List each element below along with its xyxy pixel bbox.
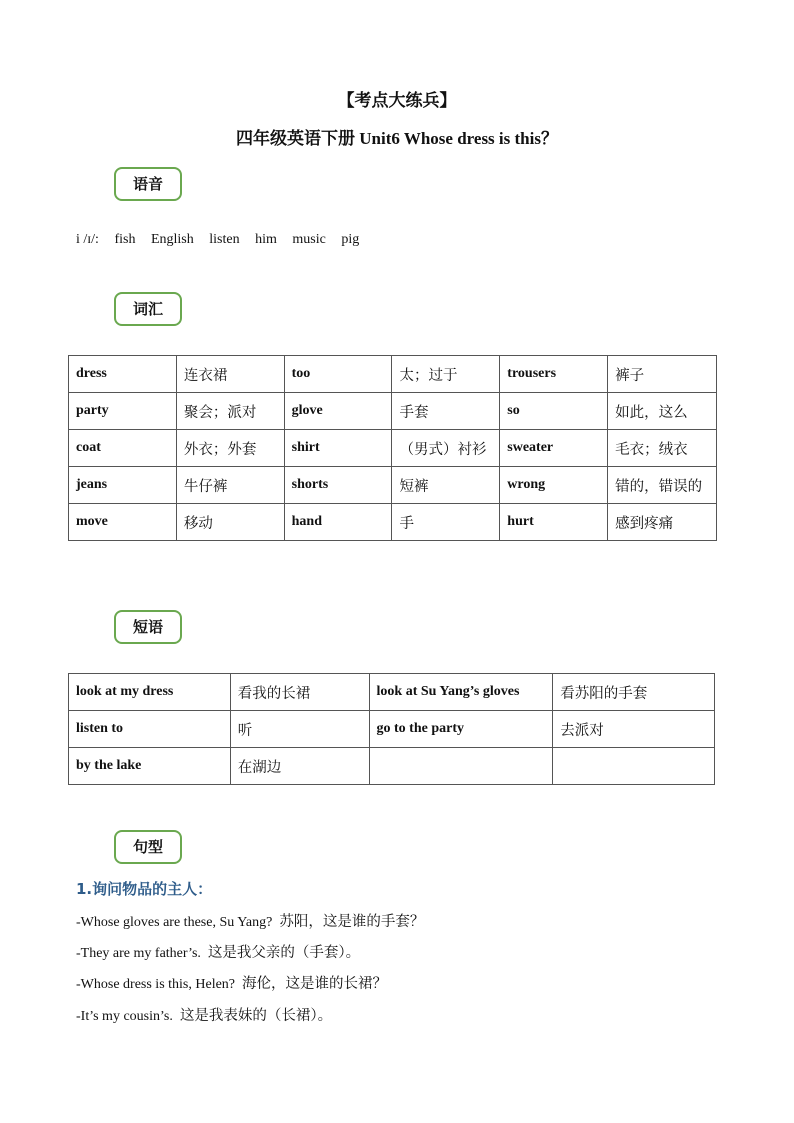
phonics-word: pig (341, 232, 360, 247)
vocab-word: shorts (284, 467, 392, 504)
phrase-zh: 听 (230, 711, 369, 748)
phrase-zh (553, 748, 715, 785)
vocab-word: hand (284, 504, 392, 541)
sentence-line (76, 1004, 332, 1025)
sentence-zh: 苏阳，这是谁的手套？ (279, 914, 425, 930)
section-badge-sentences: 句型 (114, 830, 182, 864)
sentence-line (76, 910, 424, 931)
vocab-word: trousers (500, 356, 608, 393)
page-title: 【考点大练兵】 (337, 91, 457, 110)
table-row (69, 430, 717, 467)
phrases-table (68, 673, 715, 785)
vocab-word: so (500, 393, 608, 430)
sentence-en: -They are my father’s. (76, 946, 201, 961)
vocab-meaning: 错的，错误的 (608, 467, 717, 504)
vocab-meaning: 太；过于 (392, 356, 500, 393)
table-row (69, 748, 715, 785)
vocab-word: wrong (500, 467, 608, 504)
phrase-en: look at my dress (69, 674, 231, 711)
phrase-zh: 看苏阳的手套 (553, 674, 715, 711)
phoneme-label: i /ɪ/: (76, 232, 99, 247)
vocab-meaning: 裤子 (608, 356, 717, 393)
vocab-meaning: （男式）衬衫 (392, 430, 500, 467)
phrase-en: look at Su Yang’s gloves (369, 674, 553, 711)
vocab-meaning: 牛仔裤 (176, 467, 284, 504)
phrase-en (369, 748, 553, 785)
phrase-en: listen to (69, 711, 231, 748)
phonics-word: music (292, 232, 326, 247)
vocab-meaning: 如此，这么 (608, 393, 717, 430)
vocab-meaning: 连衣裙 (176, 356, 284, 393)
phrase-en: go to the party (369, 711, 553, 748)
vocab-meaning: 手套 (392, 393, 500, 430)
table-row (69, 711, 715, 748)
vocab-word: coat (69, 430, 177, 467)
vocab-word: sweater (500, 430, 608, 467)
vocab-meaning: 毛衣；绒衣 (608, 430, 717, 467)
table-row (69, 467, 717, 504)
vocab-word: party (69, 393, 177, 430)
phrase-en: by the lake (69, 748, 231, 785)
section-badge-vocabulary: 词汇 (114, 292, 182, 326)
table-row (69, 674, 715, 711)
sentence-en: -It’s my cousin’s. (76, 1009, 173, 1024)
sentence-zh: 这是我表妹的（长裙）。 (179, 1008, 333, 1024)
table-row (69, 356, 717, 393)
vocab-word: shirt (284, 430, 392, 467)
phonics-word: him (255, 232, 277, 247)
vocab-meaning: 外衣；外套 (176, 430, 284, 467)
page-subtitle: 四年级英语下册 Unit6 Whose dress is this？ (236, 129, 558, 148)
sentence-en: -Whose dress is this, Helen? (76, 977, 236, 992)
vocab-meaning: 感到疼痛 (608, 504, 717, 541)
table-row (69, 504, 717, 541)
sentence-en: -Whose gloves are these, Su Yang? (76, 915, 273, 930)
vocab-word: glove (284, 393, 392, 430)
phrase-zh: 在湖边 (230, 748, 369, 785)
table-row (69, 393, 717, 430)
phrase-zh: 去派对 (553, 711, 715, 748)
vocab-meaning: 聚会；派对 (176, 393, 284, 430)
vocab-word: dress (69, 356, 177, 393)
vocab-meaning: 短裤 (392, 467, 500, 504)
vocab-word: too (284, 356, 392, 393)
phonics-word: fish (114, 232, 136, 247)
vocab-word: move (69, 504, 177, 541)
phrase-zh: 看我的长裙 (230, 674, 369, 711)
sentence-line (76, 941, 360, 962)
section-badge-phrases: 短语 (114, 610, 182, 644)
vocab-word: hurt (500, 504, 608, 541)
vocab-word: jeans (69, 467, 177, 504)
sentence-zh: 这是我父亲的（手套）。 (207, 945, 361, 961)
phonics-word: English (150, 232, 194, 247)
vocabulary-table (68, 355, 717, 541)
vocab-meaning: 移动 (176, 504, 284, 541)
pronunciation-line (76, 232, 371, 248)
phonics-word: listen (209, 232, 240, 247)
sentence-zh: 海伦，这是谁的长裙？ (242, 976, 388, 992)
vocab-meaning: 手 (392, 504, 500, 541)
sentence-heading: 1.询问物品的主人： (76, 880, 213, 898)
section-badge-pronunciation: 语音 (114, 167, 182, 201)
sentence-line (76, 972, 387, 993)
